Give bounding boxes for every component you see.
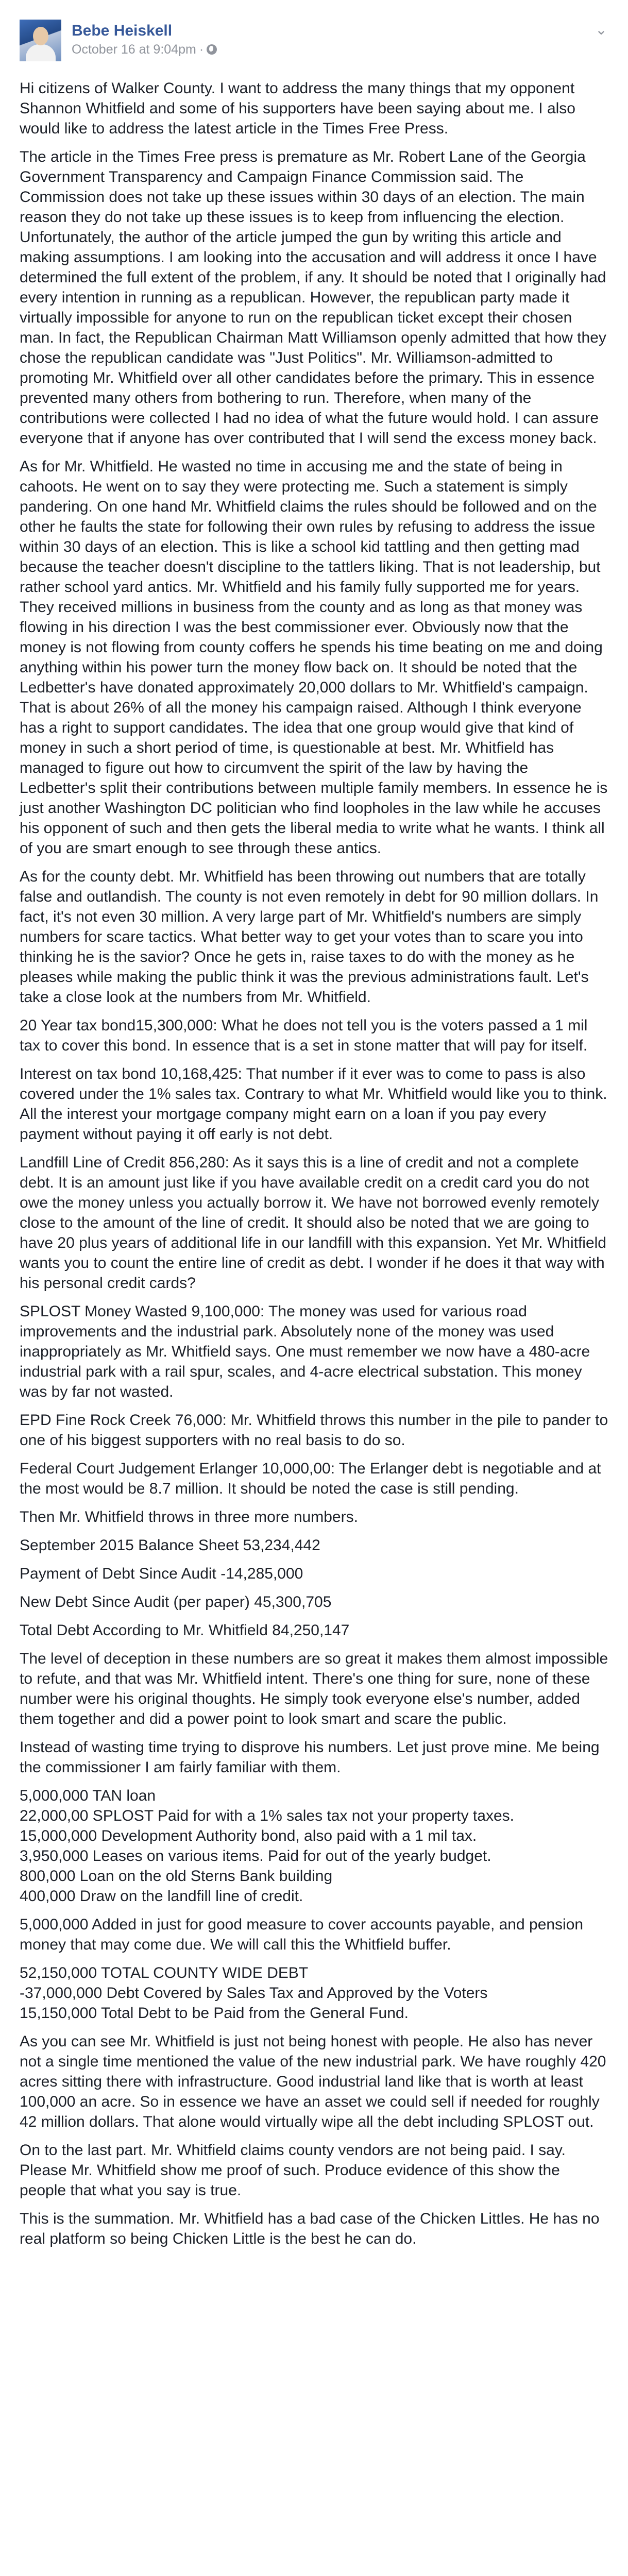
post-paragraph: Federal Court Judgement Erlanger 10,000,00: The Erlanger debt is negotiable and at the most would be 8.7 million. It should be noted the case is still pending.	[20, 1460, 605, 1497]
post-paragraph: EPD Fine Rock Creek 76,000: Mr. Whitfield throws this number in the pile to pander to one of his biggest supporters with no real basis to do so.	[20, 1412, 613, 1449]
post-paragraph: Hi citizens of Walker County. I want to address the many things that my opponent Shannon Whitfield and some of his supporters have been saying about me. I also would like to address the latest article in the Times Free Press.	[20, 80, 580, 137]
post-paragraph: 20 Year tax bond15,300,000: What he does not tell you is the voters passed a 1 mil tax to cover this bond. In essence that is a set in stone matter that will pay for itself.	[20, 1017, 592, 1054]
post-paragraph: This is the summation. Mr. Whitfield has a bad case of the Chicken Littles. He has no real platform so being Chicken Little is the best he can do.	[20, 2210, 604, 2247]
post-paragraph: Total Debt According to Mr. Whitfield 84,250,147	[20, 1622, 350, 1639]
post-paragraph: 52,150,000 TOTAL COUNTY WIDE DEBT -37,000,000 Debt Covered by Sales Tax and Approved by the Voters 15,150,000 Total Debt to be Paid from the General Fund.	[20, 1964, 488, 2022]
post-header	[20, 20, 608, 67]
post-paragraph: Payment of Debt Since Audit -14,285,000	[20, 1565, 303, 1582]
chevron-down-icon[interactable]: ⌄	[595, 22, 607, 38]
post-paragraph: Instead of wasting time trying to disprove his numbers. Let just prove mine. Me being the commissioner I am fairly familiar with them.	[20, 1739, 604, 1776]
post-paragraph: 5,000,000 Added in just for good measure to cover accounts payable, and pension money that may come due. We will call this the Whitfield buffer.	[20, 1916, 588, 1953]
meta-separator: ·	[199, 42, 204, 57]
post-paragraph: September 2015 Balance Sheet 53,234,442	[20, 1537, 320, 1554]
post-paragraph: Landfill Line of Credit 856,280: As it says this is a line of credit and not a complete debt. It is an amount just like if you have available credit on a credit card you do not owe the money unless you actually borrow it. We have not borrowed evenly remotely close to the amount of the line of credit. It should also be noted that we are going to have 20 plus years of additional life in our landfill with this expansion. Yet Mr. Whitfield wants you to count the entire line of credit as debt. I wonder if he does it that way with his personal credit cards?	[20, 1154, 611, 1292]
avatar-shirt	[26, 44, 56, 61]
post-paragraph: As you can see Mr. Whitfield is just not being honest with people. He also has never not a single time mentioned the value of the new industrial park. We have roughly 420 acres sitting there with infrastructure. Good industrial land like that is worth at least 100,000 an acre. So in essence we have an asset we could sell if needed for roughly 42 million dollars. That alone would virtually wipe all the debt including SPLOST out.	[20, 2033, 610, 2130]
post-timestamp[interactable]: October 16 at 9:04pm	[72, 42, 196, 57]
post-timeline	[72, 41, 217, 58]
author-name[interactable]: Bebe Heiskell	[72, 22, 173, 39]
post-paragraph: New Debt Since Audit (per paper) 45,300,705	[20, 1594, 332, 1611]
author-avatar[interactable]	[20, 20, 61, 61]
globe-icon[interactable]	[207, 44, 217, 55]
post-paragraph: The article in the Times Free press is premature as Mr. Robert Lane of the Georgia Government Transparency and Campaign Finance Commission said. The Commission does not take up these issues within 30 days of an election. The main reason they do not take up these issues is to keep from influencing the election. Unfortunately, the author of the article jumped the gun by writing this article and making assumptions. I am looking into the accusation and will address it once I have determined the full extent of the problem, if any. It should be noted that I originally had every intention in running as a republican. However, the republican party made it virtually impossible for anyone to run on the republican ticket except their chosen man. In fact, the Republican Chairman Matt Williamson openly admitted that how they chose the republican candidate was "Just Politics". Mr. Williamson-admitted to promoting Mr. Whitfield over all other candidates before the primary. This in essence prevented many others from bothering to run. Therefore, when many of the contributions were collected I had no idea of what the future would hold. I can assure everyone that if anyone has over contributed that I will send the excess money back.	[20, 148, 611, 447]
post-paragraph: As for Mr. Whitfield. He wasted no time in accusing me and the state of being in cahoots. He went on to say they were protecting me. Such a statement is simply pandering. On one hand Mr. Whitfield claims the rules should be followed and on the other he faults the state for following their own rules by refusing to address the issue within 30 days of an election. This is like a school kid tattling and then getting mad because the teacher doesn't discipline to the tattlers liking. That is not leadership, but rather school yard antics. Mr. Whitfield and his family fully supported me for years. They received millions in business from the county and as long as that money was flowing in his direction I was the best commissioner ever. Obviously now that the money is not flowing from county coffers he spends his time beating on me and doing anything within his power turn the money flow back on. It should be noted that the Ledbetter's have donated approximately 20,000 dollars to Mr. Whitfield's campaign. That is about 26% of all the money his campaign raised. Although I think everyone has a right to support candidates. The idea that one group would give that kind of money in such a short period of time, is questionable at best. Mr. Whitfield has managed to figure out how to circumvent the spirit of the law by having the Ledbetter's split their contributions between multiple family members. In essence he is just another Washington DC politician who find loopholes in the law while he accuses his opponent of such and then gets the liberal media to write what he wants. I think all of you are smart enough to see through these antics.	[20, 458, 612, 857]
post-content	[20, 78, 613, 2249]
post-meta	[72, 20, 217, 58]
post-paragraph: The level of deception in these numbers are so great it makes them almost impossible to refute, and that was Mr. Whitfield intent. There's one thing for sure, none of these number were his original thoughts. He simply took everyone else's number, added them together and did a power point to look smart and scare the public.	[20, 1650, 613, 1727]
post-paragraph: As for the county debt. Mr. Whitfield has been throwing out numbers that are totally false and outlandish. The county is not even remotely in debt for 90 million dollars. In fact, it's not even 30 million. A very large part of Mr. Whitfield's numbers are simply numbers for scare tactics. What better way to get your votes than to scare you into thinking he is the savior? Once he gets in, raise taxes to do with the money as he pleases while making the public think it was the previous administrations fault. Let's take a close look at the numbers from Mr. Whitfield.	[20, 868, 603, 1006]
post-paragraph: Then Mr. Whitfield throws in three more numbers.	[20, 1509, 358, 1526]
post-paragraph: On to the last part. Mr. Whitfield claims county vendors are not being paid. I say. Please Mr. Whitfield show me proof of such. Produce evidence of this show the people that what you say is true.	[20, 2142, 570, 2199]
post-paragraph: Interest on tax bond 10,168,425: That number if it ever was to come to pass is also covered under the 1% sales tax. Contrary to what Mr. Whitfield would like you to think. All the interest your mortgage company might earn on a loan if you pay every payment without paying it off early is not debt.	[20, 1065, 611, 1143]
post-paragraph: 5,000,000 TAN loan 22,000,00 SPLOST Paid for with a 1% sales tax not your property taxes. 15,000,000 Development Authority bond, also paid with a 1 mil tax. 3,950,000 Leases on various items. Paid for out of the yearly budget. 800,000 Loan on the old Sterns Bank building 400,000 Draw on the landfill line of credit.	[20, 1787, 514, 1905]
post-paragraph: SPLOST Money Wasted 9,100,000: The money was used for various road improvements and the industrial park. Absolutely none of the money was used inappropriately as Mr. Whitfield says. One must remember we now have a 480-acre industrial park with a rail spur, scales, and 4-acre electrical substation. This money was by far not wasted.	[20, 1303, 595, 1400]
avatar-face	[33, 27, 48, 45]
